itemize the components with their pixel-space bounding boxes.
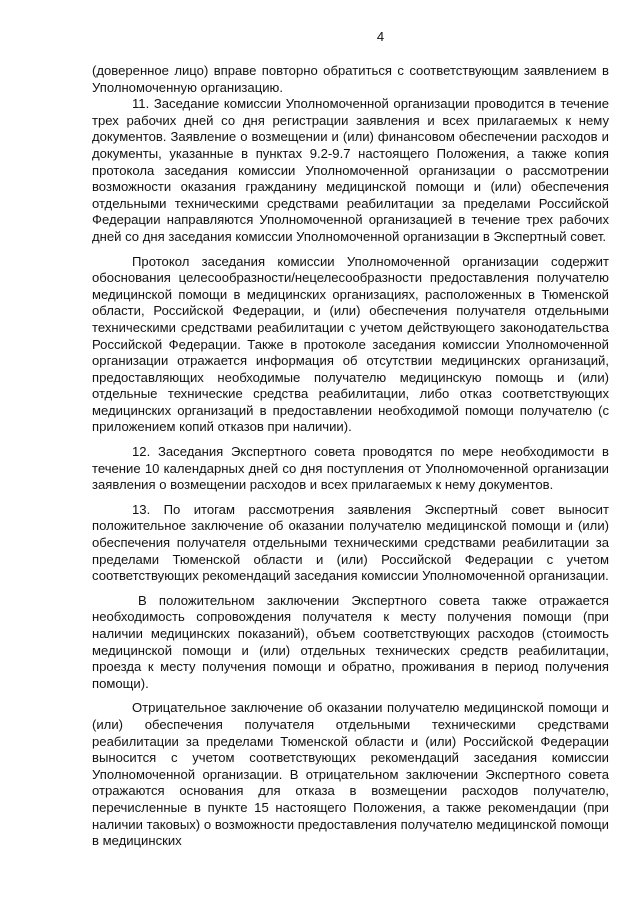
paragraph-positive-conclusion: В положительном заключении Экспертного совета также отражается необходимость сопровождения получателя к месту получения помощи (при наличии медицинских показаний), объем соответствующих расходов (стоимость медицинской помощи и (или) отдельных технических средств реабилитации, проезда к месту получения помощи и обратно, проживания в период получения помощи). [92,592,609,691]
page-number: 4 [376,29,385,44]
paragraph-continuation: (доверенное лицо) вправе повторно обратиться с соответствующим заявлением в Уполномоченную организацию. [92,63,609,95]
paragraph-item-13: 13. По итогам рассмотрения заявления Экспертный совет выносит положительное заключение об оказании получателю медицинской помощи и (или) обеспечения получателя отдельными техническими средствами реабилитации за пределами Тюменской области и (или) Российской Федерации с учетом соответствующих рекомендаций заседания комиссии Уполномоченной организации. [92,501,609,584]
paragraph-protocol: Протокол заседания комиссии Уполномоченной организации содержит обоснования целесообразности/нецелесообразности предоставления получателю медицинской помощи в медицинских организациях, расположенных в Тюменской области, Российской Федерации, и (или) обеспечения получателя отдельными техническими средствами реабилитации с учетом действующего законодательства Российской Федерации. Также в протоколе заседания комиссии Уполномоченной организации отражается информация об отсутствии медицинских организаций, предоставляющих необходимые получателю медицинскую помощь и (или) отдельные технические средства реабилитации, либо отказ соответствующих медицинских организаций в предоставлении необходимой помощи получателю (с приложением копий отказов при наличии). [92,253,609,435]
paragraph-item-11: 11. Заседание комиссии Уполномоченной организации проводится в течение трех рабочих дней со дня регистрации заявления и всех прилагаемых к нему документов. Заявление о возмещении и (или) финансовом обеспечении расходов и документы, указанные в пунктах 9.2-9.7 настоящего Положения, а также копия протокола заседания комиссии Уполномоченной организации о рассмотрении возможности оказания гражданину медицинской помощи и (или) обеспечения отдельными техническими средствами реабилитации за пределами Российской Федерации направляются Уполномоченной организацией в течение трех рабочих дней со дня заседания комиссии Уполномоченной организации в Экспертный совет. [92,96,609,244]
paragraph-negative-conclusion: Отрицательное заключение об оказании получателю медицинской помощи и (или) обеспечения получателя отдельными техническими средствами реабилитации за пределами Тюменской области и (или) Российской Федерации выносится с учетом соответствующих рекомендаций заседания комиссии Уполномоченной организации. В отрицательном заключении Экспертного совета отражаются основания для отказа в возмещении расходов получателю, перечисленные в пункте 15 настоящего Положения, а также рекомендации (при наличии таковых) о возможности предоставления получателю медицинской помощи в медицинских [92,700,609,849]
paragraph-item-12: 12. Заседания Экспертного совета проводятся по мере необходимости в течение 10 календарных дней со дня поступления от Уполномоченной организации заявления о возмещении расходов и всех прилагаемых к нему документов. [92,444,609,493]
